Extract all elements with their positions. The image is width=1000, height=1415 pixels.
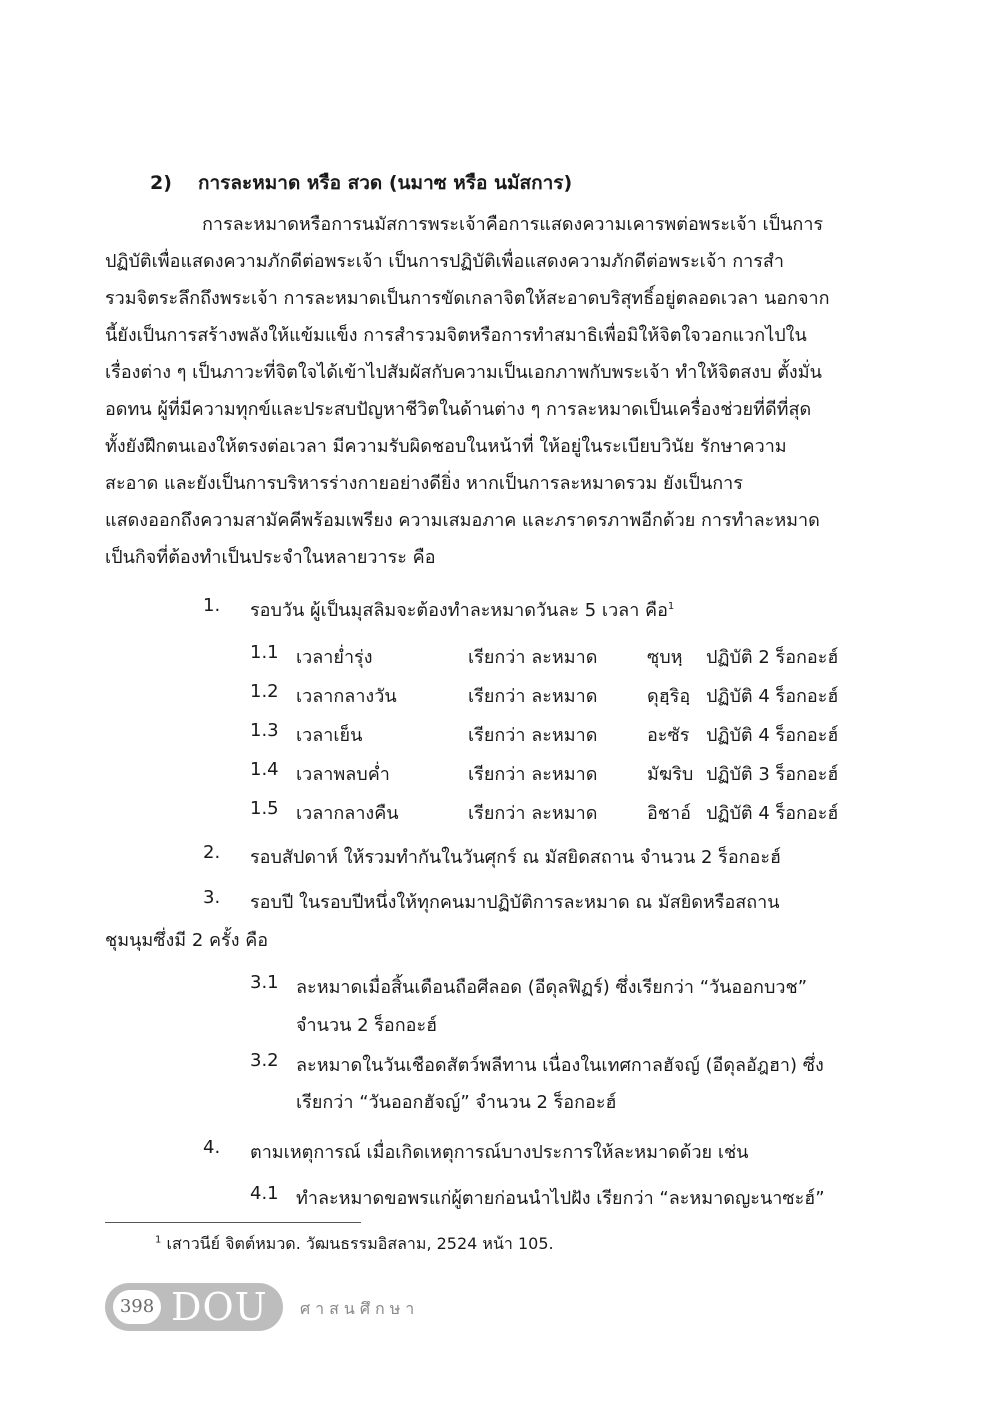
list-item-4: ตามเหตุการณ์ เมื่อเกิดเหตุการณ์บางประการให้ละหมาดด้วย เช่น bbox=[250, 1142, 749, 1163]
list-number: 1. bbox=[203, 595, 221, 616]
paragraph-line: การละหมาดหรือการนมัสการพระเจ้าคือการแสดงความเคารพต่อพระเจ้า เป็นการ bbox=[202, 214, 824, 235]
prayer-name: ซุบหฺ bbox=[647, 647, 683, 668]
sub-item-line: ทำละหมาดขอพรแก่ผู้ตายก่อนนำไปฝัง เรียกว่า “ละหมาดญะนาซะฮ์” bbox=[296, 1188, 825, 1209]
list-item-3-line1: รอบปี ในรอบปีหนึ่งให้ทุกคนมาปฏิบัติการละหมาด ณ มัสยิดหรือสถาน bbox=[250, 892, 780, 913]
section-number: 2) bbox=[150, 172, 172, 194]
list-number: 2. bbox=[203, 842, 221, 863]
list-item-2: รอบสัปดาห์ ให้รวมทำกันในวันศุกร์ ณ มัสยิดสถาน จำนวน 2 ร็อกอะฮ์ bbox=[250, 847, 782, 868]
sub-item-number: 3.2 bbox=[250, 1050, 279, 1071]
prayer-rakat: ปฏิบัติ 3 ร็อกอะฮ์ bbox=[706, 764, 839, 785]
body-paragraph bbox=[105, 206, 880, 576]
paragraph-line: ทั้งยังฝึกตนเองให้ตรงต่อเวลา มีความรับผิดชอบในหน้าที่ ให้อยู่ในระเบียบวินัย รักษาความ bbox=[105, 436, 787, 457]
sub-item-line: ละหมาดเมื่อสิ้นเดือนถือศีลอด (อีดุลฟิฏร์) ซึ่งเรียกว่า “วันออกบวช” bbox=[296, 977, 808, 998]
prayer-rakat: ปฏิบัติ 4 ร็อกอะฮ์ bbox=[706, 803, 839, 824]
prayer-name: มัฆริบ bbox=[647, 764, 694, 785]
prayer-time-row bbox=[250, 759, 870, 787]
prayer-name: อิชาอ์ bbox=[647, 803, 691, 824]
running-footer: ศาสนศึกษา bbox=[300, 1299, 420, 1318]
list-number: 4. bbox=[203, 1137, 221, 1158]
sub-item-line: เรียกว่า “วันออกฮัจญ์” จำนวน 2 ร็อกอะฮ์ bbox=[296, 1092, 617, 1113]
brand-logo: DOU bbox=[171, 1285, 268, 1329]
paragraph-line: เป็นกิจที่ต้องทำเป็นประจำในหลายวาระ คือ bbox=[105, 547, 436, 568]
footnote bbox=[155, 1232, 554, 1257]
paragraph-line: รวมจิตระลึกถึงพระเจ้า การละหมาดเป็นการขัดเกลาจิตให้สะอาดบริสุทธิ์อยู่ตลอดเวลา นอกจาก bbox=[105, 288, 830, 309]
paragraph-line: ปฏิบัติเพื่อแสดงความภักดีต่อพระเจ้า เป็นการปฏิบัติเพื่อแสดงความภักดีต่อพระเจ้า การสำ bbox=[105, 251, 784, 272]
sub-item-line: จำนวน 2 ร็อกอะฮ์ bbox=[296, 1015, 438, 1036]
prayer-row-number: 1.4 bbox=[250, 759, 279, 780]
paragraph-line: อดทน ผู้ที่มีความทุกข์และประสบปัญหาชีวิตในด้านต่าง ๆ การละหมาดเป็นเครื่องช่วยที่ดีที่สุด bbox=[105, 399, 812, 420]
footnote-reference: 1 bbox=[667, 601, 675, 612]
paragraph-line: นี้ยังเป็นการสร้างพลังให้แข้มแข็ง การสำรวมจิตหรือการทำสมาธิเพื่อมิให้จิตใจวอกแวกไปใน bbox=[105, 325, 807, 346]
footnote-text: เสาวนีย์ จิตต์หมวด. วัฒนธรรมอิสลาม, 2524 หน้า 105. bbox=[166, 1234, 554, 1253]
prayer-rakat: ปฏิบัติ 4 ร็อกอะฮ์ bbox=[706, 686, 839, 707]
prayer-row-number: 1.3 bbox=[250, 720, 279, 741]
prayer-time-row bbox=[250, 798, 870, 826]
paragraph-line: สะอาด และยังเป็นการบริหารร่างกายอย่างดียิ่ง หากเป็นการละหมาดรวม ยังเป็นการ bbox=[105, 473, 743, 494]
sub-item-number: 3.1 bbox=[250, 972, 279, 993]
prayer-time-row bbox=[250, 681, 870, 709]
prayer-rakat: ปฏิบัติ 2 ร็อกอะฮ์ bbox=[706, 647, 839, 668]
prayer-time: เวลากลางวัน bbox=[296, 686, 397, 707]
footnote-mark: 1 bbox=[155, 1234, 162, 1246]
sub-item-line: ละหมาดในวันเชือดสัตว์พลีทาน เนื่องในเทศกาลฮัจญ์ (อีดุลอัฎฮา) ซึ่ง bbox=[296, 1055, 824, 1076]
section-title: การละหมาด หรือ สวด (นมาซ หรือ นมัสการ) bbox=[198, 172, 573, 194]
prayer-row-number: 1.2 bbox=[250, 681, 279, 702]
list-item-1 bbox=[250, 595, 674, 624]
prayer-called: เรียกว่า ละหมาด bbox=[468, 764, 598, 785]
prayer-time: เวลาพลบค่ำ bbox=[296, 764, 390, 785]
prayer-row-number: 1.5 bbox=[250, 798, 279, 819]
list-item-3-line2: ชุมนุมซึ่งมี 2 ครั้ง คือ bbox=[105, 930, 269, 951]
prayer-time: เวลาย่ำรุ่ง bbox=[296, 647, 373, 668]
prayer-called: เรียกว่า ละหมาด bbox=[468, 686, 598, 707]
sub-item-number: 4.1 bbox=[250, 1183, 279, 1204]
prayer-time-row bbox=[250, 642, 870, 670]
paragraph-line: แสดงออกถึงความสามัคคีพร้อมเพรียง ความเสมอภาค และภราดรภาพอีกด้วย การทำละหมาด bbox=[105, 510, 820, 531]
prayer-time: เวลาเย็น bbox=[296, 725, 363, 746]
page-badge bbox=[105, 1283, 283, 1331]
prayer-called: เรียกว่า ละหมาด bbox=[468, 647, 598, 668]
prayer-called: เรียกว่า ละหมาด bbox=[468, 725, 598, 746]
prayer-time-row bbox=[250, 720, 870, 748]
page-number: 398 bbox=[113, 1290, 161, 1324]
prayer-called: เรียกว่า ละหมาด bbox=[468, 803, 598, 824]
footnote-divider bbox=[105, 1222, 361, 1223]
prayer-row-number: 1.1 bbox=[250, 642, 279, 663]
list-number: 3. bbox=[203, 887, 221, 908]
prayer-time: เวลากลางคืน bbox=[296, 803, 399, 824]
section-heading bbox=[150, 168, 572, 198]
prayer-rakat: ปฏิบัติ 4 ร็อกอะฮ์ bbox=[706, 725, 839, 746]
prayer-name: อะซัร bbox=[647, 725, 690, 746]
paragraph-line: เรื่องต่าง ๆ เป็นภาวะที่จิตใจได้เข้าไปสัมผัสกับความเป็นเอกภาพกับพระเจ้า ทำให้จิตสงบ ตั้งมั่น bbox=[105, 362, 822, 383]
prayer-name: ดุฮฺริอฺ bbox=[647, 686, 691, 707]
list-item-text: รอบวัน ผู้เป็นมุสลิมจะต้องทำละหมาดวันละ 5 เวลา คือ bbox=[250, 600, 668, 621]
